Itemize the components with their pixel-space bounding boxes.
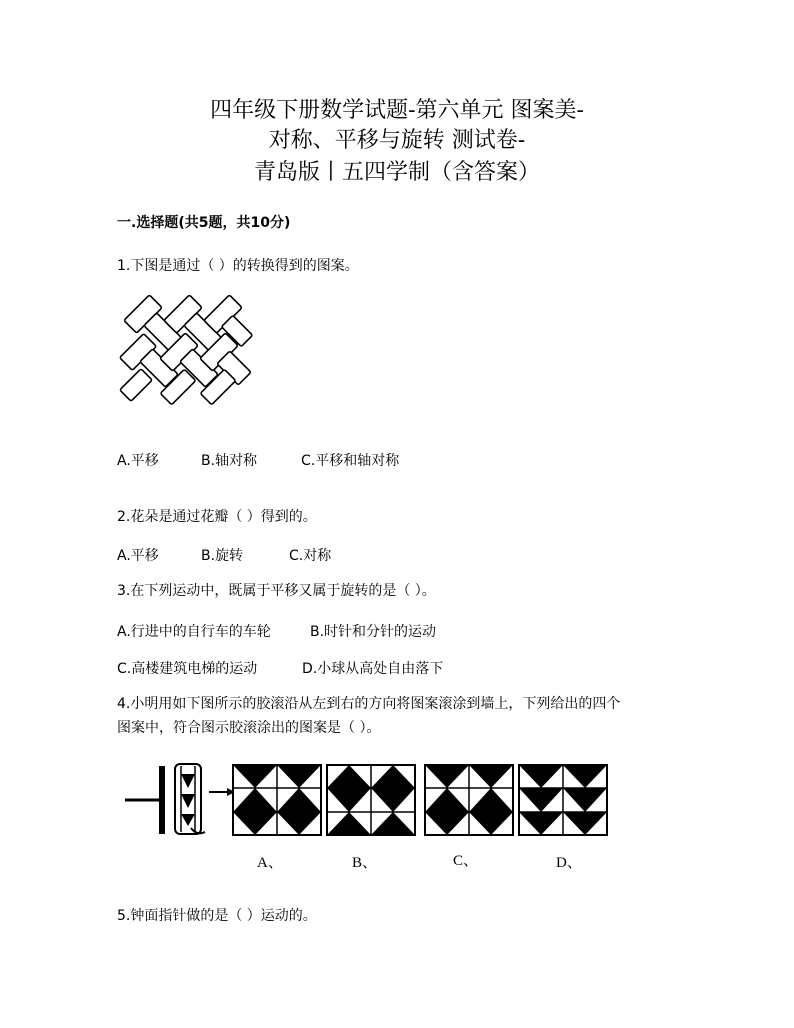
question-4-text-line-1: 4.小明用如下图所示的胶滚沿从左到右的方向将图案滚涂到墙上，下列给出的四个: [117, 696, 621, 712]
question-2-text: 2.花朵是通过花瓣（ ）得到的。: [117, 509, 317, 525]
question-5-text: 5.钟面指针做的是（ ）运动的。: [117, 908, 317, 924]
question-1-figure: [115, 295, 255, 405]
question-4-option-a-label: A、: [257, 855, 283, 871]
page-title-line-2: 对称、平移与旋转 测试卷-: [268, 128, 526, 153]
question-4-option-b-label: B、: [352, 855, 378, 871]
pattern-option-d: [519, 765, 607, 835]
question-3-option-b: B.时针和分针的运动: [310, 624, 437, 640]
question-4-option-d-label: D、: [556, 855, 582, 871]
question-2-option-c: C.对称: [289, 548, 332, 564]
question-1-option-b: B.轴对称: [201, 453, 258, 469]
pattern-option-b: [327, 765, 415, 835]
question-4-option-c-label: C、: [453, 853, 479, 869]
question-4-text-line-2: 图案中，符合图示胶滚涂出的图案是（ ）。: [117, 720, 381, 736]
question-3-option-d: D.小球从高处自由落下: [302, 661, 444, 677]
question-3-option-c: C.高楼建筑电梯的运动: [117, 661, 258, 677]
question-3-option-a: A.行进中的自行车的车轮: [117, 624, 271, 640]
pattern-option-c: [425, 765, 513, 835]
paint-roller-figure: [125, 762, 235, 842]
question-1-option-c: C.平移和轴对称: [301, 453, 400, 469]
page-title-line-3: 青岛版丨五四学制（含答案）: [253, 160, 540, 185]
pattern-option-a: [233, 765, 321, 835]
page-title-line-1: 四年级下册数学试题-第六单元 图案美-: [210, 98, 584, 123]
question-1-option-a: A.平移: [117, 453, 159, 469]
question-2-option-a: A.平移: [117, 548, 159, 564]
question-2-option-b: B.旋转: [201, 548, 244, 564]
section-heading: 一.选择题(共5题，共10分): [117, 215, 291, 231]
question-3-text: 3.在下列运动中，既属于平移又属于旋转的是（ ）。: [117, 583, 436, 599]
question-1-text: 1.下图是通过（ ）的转换得到的图案。: [117, 258, 359, 274]
